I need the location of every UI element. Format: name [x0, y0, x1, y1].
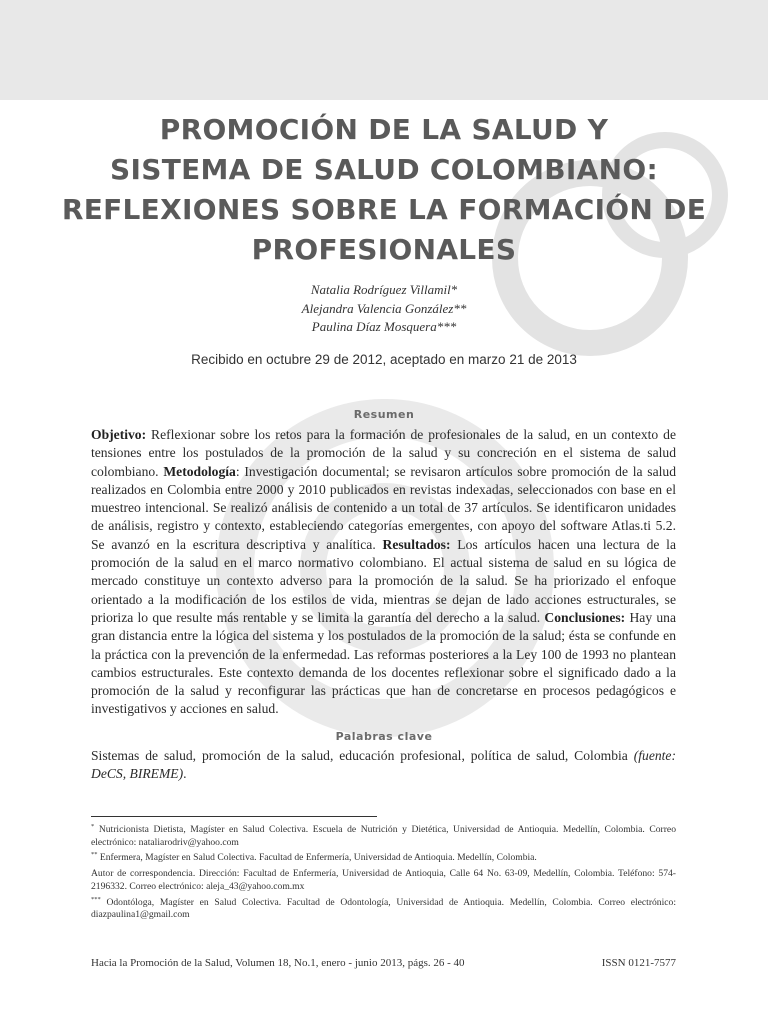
keywords-source: (fuente: DeCS, BIREME)	[91, 748, 676, 782]
author-name: Natalia Rodríguez Villamil*	[310, 282, 458, 297]
abstract-heading: Resumen	[353, 408, 415, 421]
keywords-text	[91, 747, 676, 784]
footnote-text: Odontóloga, Magíster en Salud Colectiva. Facultad de Odontología, Universidad de Antioquia. Medellín, Colombia. Correo electrónico: diazpaulina1@gmail.com	[91, 896, 676, 921]
top-gray-band	[0, 0, 768, 100]
journal-citation: Hacia la Promoción de la Salud, Volumen 18, No.1, enero - junio 2013, págs. 26 - 40	[91, 957, 465, 969]
conclusiones-label: Conclusiones:	[544, 609, 626, 625]
keywords-end: .	[183, 766, 187, 782]
issn: ISSN 0121-7577	[601, 957, 676, 969]
footnote-text: Autor de correspondencia. Dirección: Facultad de Enfermería, Universidad de Antioquia, Calle 64 No. 63-09, Medellín, Colombia. Teléfono: 574-2196332. Correo electrónico: aleja_43@yahoo.com.mx	[91, 868, 676, 892]
footnote-mark: **	[91, 851, 98, 859]
author-name: Paulina Díaz Mosquera***	[311, 319, 457, 334]
footnote	[91, 821, 676, 849]
footnote	[91, 865, 676, 893]
title-line: PROFESIONALES	[251, 233, 517, 266]
footnote-text: Enfermera, Magíster en Salud Colectiva. Facultad de Enfermería, Universidad de Antioquia. Medellín, Colombia.	[97, 852, 537, 864]
objetivo-label: Objetivo:	[91, 427, 147, 442]
footnote	[91, 849, 676, 865]
resultados-text: Los artículos hacen una lectura de la promoción de la salud en el marco normativo colombiano. El actual sistema de salud en su lógica de mercado constituye un contexto adverso para la promoción de la salud. Se ha priorizado el enfoque orientado a la modificación de los estilos de vida, mientras se dejan de lado acciones estructurales, se prioriza lo que resulte más rentable y se limita la garantía del derecho a la salud.	[91, 536, 676, 625]
title-line: SISTEMA DE SALUD COLOMBIANO:	[110, 153, 658, 186]
title-line: PROMOCIÓN DE LA SALUD Y	[159, 113, 609, 146]
author-list	[0, 281, 768, 337]
metodologia-text: : Investigación documental; se revisaron artículos sobre promoción de la salud realizados en Colombia entre 2000 y 2010 publicados en revistas indexadas, seleccionados con base en el muestreo intencional. Se realizó análisis de contenido a un total de 37 artículos. Se identificaron unidades de análisis, registro y contexto, estableciendo categorías emergentes, con apoyo del software Atlas.ti 5.2. Se avanzó en la escritura descriptiva y analítica.	[91, 463, 676, 552]
resultados-label: Resultados:	[382, 536, 451, 552]
footnote-text: Nutricionista Dietista, Magíster en Salud Colectiva. Escuela de Nutrición y Dietética, Universidad de Antioquia. Medellín, Colombia. Correo electrónico: nataliarodriv@yahoo.com	[91, 824, 676, 848]
footnote	[91, 894, 676, 922]
metodologia-label: Metodología	[163, 463, 236, 479]
footnotes	[91, 821, 676, 922]
footnote-mark: ***	[91, 895, 101, 903]
objetivo-text: Reflexionar sobre los retos para la formación de profesionales de la salud, en un contexto de tensiones entre los postulados de la promoción de la salud y su concreción en el sistema de salud colombiano.	[91, 427, 676, 479]
received-date: Recibido en octubre 29 de 2012, aceptado en marzo 21 de 2013	[191, 352, 577, 367]
footnote-separator	[91, 816, 377, 817]
keywords-heading: Palabras clave	[335, 730, 433, 743]
conclusiones-text: Hay una gran distancia entre la lógica del sistema y los postulados de la promoción de la salud; ésta se confunde en la práctica con la prevención de la enfermedad. Las reformas posteriores a la Ley 100 de 1993 no plantean cambios estructurales. Este contexto demanda de los docentes reflexionar sobre el significado dado a la promoción de la salud y reconfigurar las prácticas que han de concretarse en procesos pedagógicos e investigativos y acciones en salud.	[91, 609, 676, 717]
footnote-mark: *	[91, 823, 95, 830]
title-line: REFLEXIONES SOBRE LA FORMACIÓN DE	[61, 193, 707, 226]
abstract-body	[91, 426, 676, 719]
article-title	[40, 110, 728, 270]
keywords-list: Sistemas de salud, promoción de la salud, educación profesional, política de salud, Colombia	[91, 748, 634, 763]
author-name: Alejandra Valencia González**	[301, 300, 467, 316]
